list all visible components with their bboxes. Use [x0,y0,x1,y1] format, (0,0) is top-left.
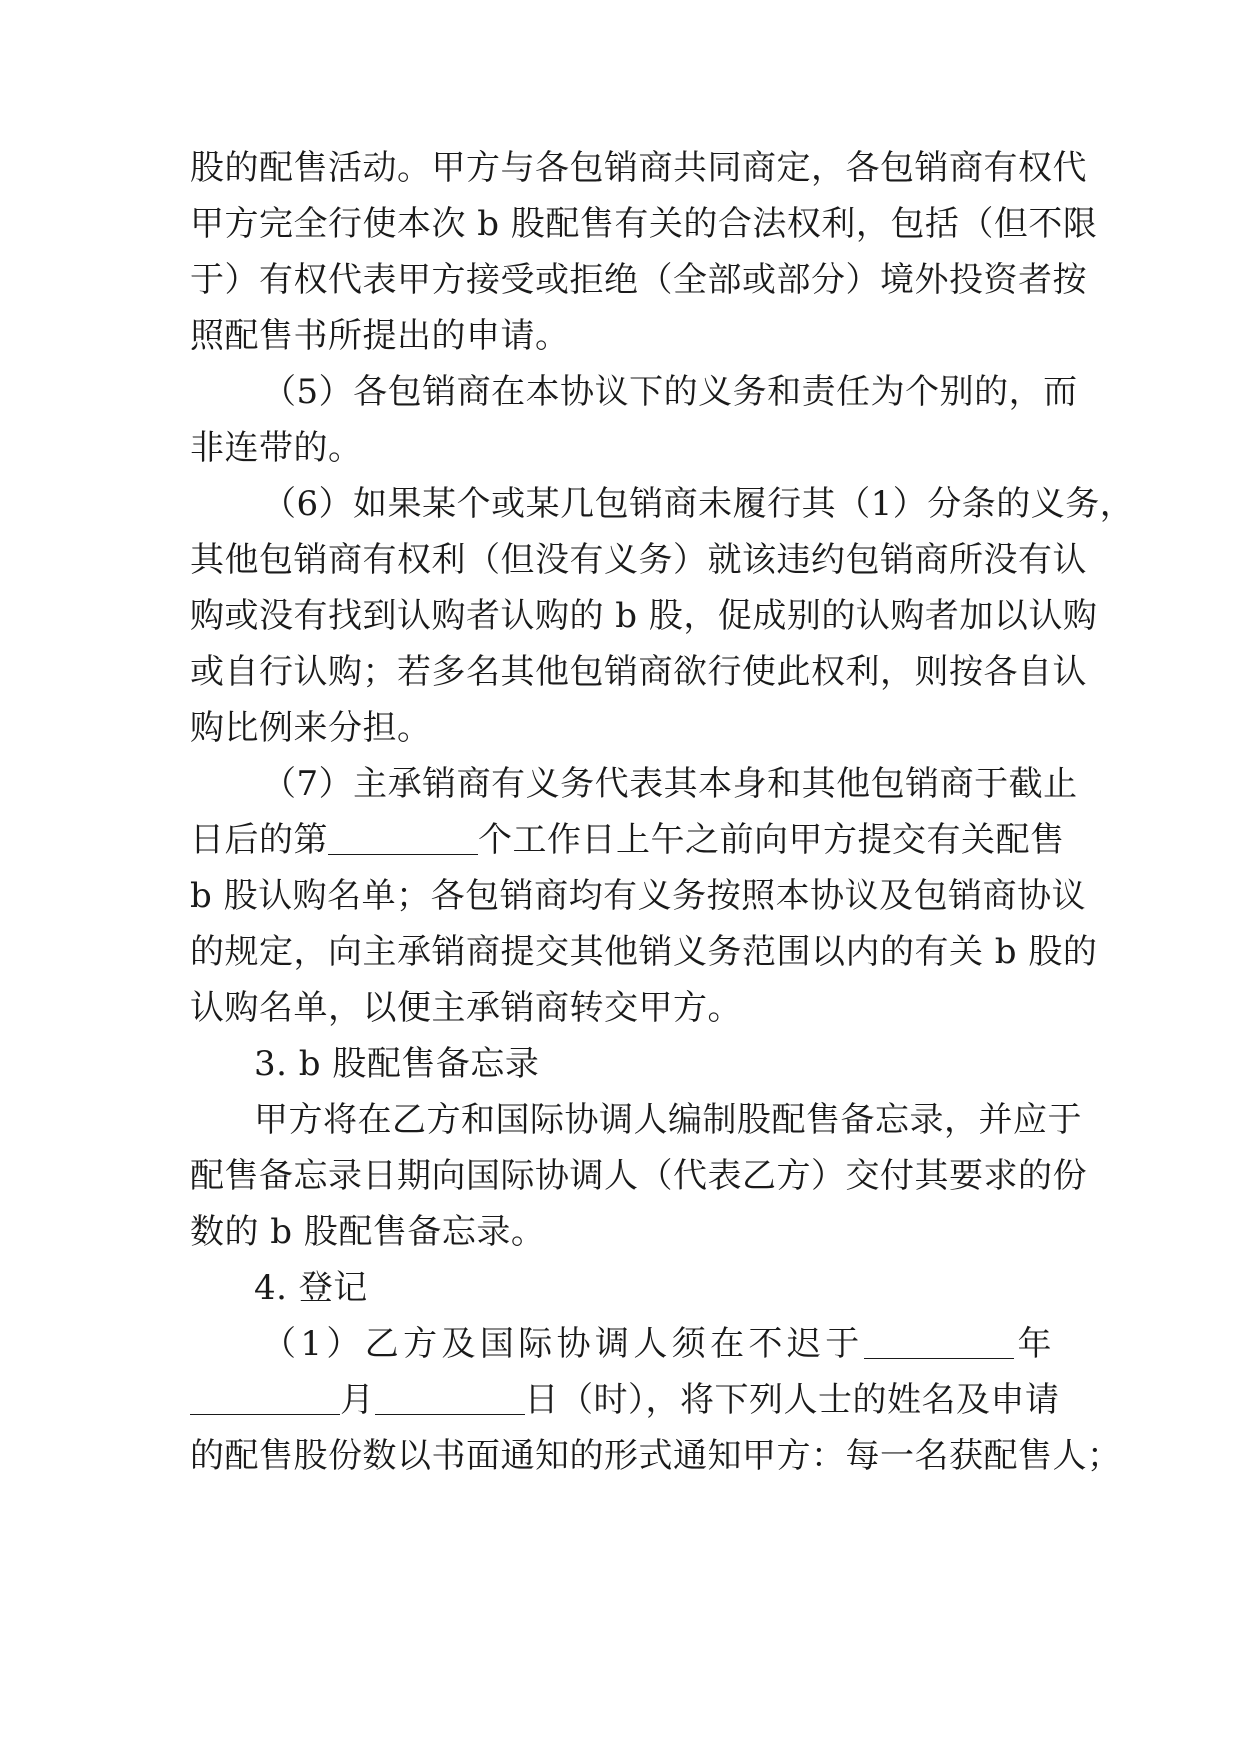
fill-in-blank-day[interactable] [375,1380,525,1415]
text-fragment: 年 [1013,1324,1052,1364]
text-line-with-blank [190,812,1065,868]
text-line: 或自行认购；若多名其他包销商欲行使此权利，则按各自认 [190,652,1087,692]
text-fragment: 日（时），将下列人士的姓名及申请 [524,1380,1060,1420]
text-line: （7）主承销商有义务代表其本身和其他包销商于截止 [262,764,1078,804]
text-line: 购或没有找到认购者认购的 b 股，促成别的认购者加以认购 [190,596,1098,636]
text-line: 甲方将在乙方和国际协调人编制股配售备忘录，并应于 [254,1100,1082,1140]
text-line: 的配售股份数以书面通知的形式通知甲方：每一名获配售人； [190,1436,1122,1476]
text-line-with-blank [190,1316,1052,1372]
fill-in-blank-month[interactable] [190,1380,340,1415]
text-line: 照配售书所提出的申请。 [190,316,570,356]
section-heading: 3. b 股配售备忘录 [254,1044,540,1084]
text-line: 于）有权代表甲方接受或拒绝（全部或部分）境外投资者按 [190,260,1087,300]
text-fragment: 个工作日上午之前向甲方提交有关配售 [478,820,1065,860]
text-line: 的规定，向主承销商提交其他销义务范围以内的有关 b 股的 [190,932,1098,972]
text-line: 配售备忘录日期向国际协调人（代表乙方）交付其要求的份 [190,1156,1087,1196]
fill-in-blank[interactable] [328,820,478,855]
text-line: 购比例来分担。 [190,708,432,748]
text-fragment: 月 [340,1380,375,1420]
text-line: 其他包销商有权利（但没有义务）就该违约包销商所没有认 [190,540,1087,580]
text-line: b 股认购名单；各包销商均有义务按照本协议及包销商协议 [190,876,1087,916]
text-fragment: 日后的第 [190,820,328,860]
text-line: 甲方完全行使本次 b 股配售有关的合法权利，包括（但不限 [190,204,1098,244]
section-heading: 4. 登记 [254,1268,368,1308]
text-line: 非连带的。 [190,428,363,468]
text-line: 数的 b 股配售备忘录。 [190,1212,546,1252]
text-line: 认购名单，以便主承销商转交甲方。 [190,988,742,1028]
text-line-with-blank [190,1372,1060,1428]
text-line: 股的配售活动。甲方与各包销商共同商定，各包销商有权代 [190,148,1087,188]
document-body [190,140,1135,1484]
text-line: （5）各包销商在本协议下的义务和责任为个别的，而 [262,372,1078,412]
text-fragment: （1）乙方及国际协调人须在不迟于 [262,1324,864,1364]
fill-in-blank-year[interactable] [864,1324,1014,1359]
text-line: （6）如果某个或某几包销商未履行其（1）分条的义务， [262,484,1135,524]
